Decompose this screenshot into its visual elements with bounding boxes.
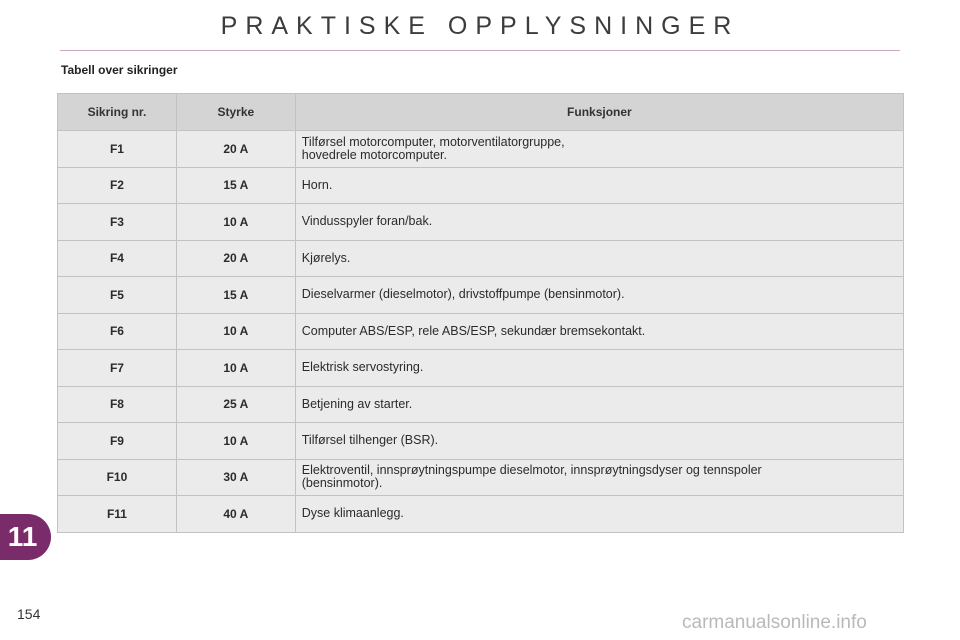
- fuse-number-cell: F8: [58, 386, 177, 423]
- fuse-rating-cell: 10 A: [176, 313, 295, 350]
- fuse-function-cell: Dieselvarmer (dieselmotor), drivstoffpumpe (bensinmotor).: [295, 277, 903, 314]
- table-row: [58, 313, 904, 350]
- table-row: [58, 386, 904, 423]
- fuse-rating-cell: 15 A: [176, 167, 295, 204]
- fuse-rating-cell: 10 A: [176, 204, 295, 241]
- fuse-rating-cell: 25 A: [176, 386, 295, 423]
- fuse-number-cell: F1: [58, 131, 177, 168]
- table-row: [58, 240, 904, 277]
- fuse-number-cell: F9: [58, 423, 177, 460]
- table-row: [58, 496, 904, 533]
- chapter-tab[interactable]: [0, 514, 51, 560]
- fuse-function-cell: Vindusspyler foran/bak.: [295, 204, 903, 241]
- fuse-rating-cell: 10 A: [176, 423, 295, 460]
- column-header-fuse-number: Sikring nr.: [58, 94, 177, 131]
- fuse-function-cell: Elektrisk servostyring.: [295, 350, 903, 387]
- fuse-number-cell: F2: [58, 167, 177, 204]
- fuse-function-cell: Dyse klimaanlegg.: [295, 496, 903, 533]
- table-row: [58, 350, 904, 387]
- fuse-rating-cell: 40 A: [176, 496, 295, 533]
- fuse-table: [57, 93, 904, 533]
- fuse-rating-cell: 15 A: [176, 277, 295, 314]
- table-row: [58, 423, 904, 460]
- fuse-number-cell: F3: [58, 204, 177, 241]
- fuse-function-cell: Horn.: [295, 167, 903, 204]
- table-row: [58, 167, 904, 204]
- page-number: 154: [17, 606, 41, 622]
- fuse-rating-cell: 10 A: [176, 350, 295, 387]
- fuse-number-cell: F4: [58, 240, 177, 277]
- table-row: [58, 277, 904, 314]
- fuse-number-cell: F10: [58, 459, 177, 496]
- fuse-rating-cell: 20 A: [176, 240, 295, 277]
- fuse-function-cell: Tilførsel motorcomputer, motorventilatorgruppe, hovedrele motorcomputer.: [295, 131, 903, 168]
- table-header-row: [58, 94, 904, 131]
- watermark: carmanualsonline.info: [682, 612, 867, 633]
- chapter-number: 11: [7, 521, 38, 552]
- section-title: Tabell over sikringer: [61, 63, 178, 77]
- fuse-number-cell: F7: [58, 350, 177, 387]
- fuse-number-cell: F11: [58, 496, 177, 533]
- header-divider: [60, 50, 900, 51]
- fuse-rating-cell: 20 A: [176, 131, 295, 168]
- column-header-functions: Funksjoner: [295, 94, 903, 131]
- fuse-function-cell: Tilførsel tilhenger (BSR).: [295, 423, 903, 460]
- page-title: PRAKTISKE OPPLYSNINGER: [220, 12, 740, 40]
- column-header-rating: Styrke: [176, 94, 295, 131]
- fuse-function-cell: Elektroventil, innsprøytningspumpe dieselmotor, innsprøytningsdyser og tennspoler (bensinmotor).: [295, 459, 903, 496]
- table-row: [58, 204, 904, 241]
- fuse-rating-cell: 30 A: [176, 459, 295, 496]
- fuse-function-cell: Kjørelys.: [295, 240, 903, 277]
- fuse-number-cell: F5: [58, 277, 177, 314]
- fuse-function-cell: Computer ABS/ESP, rele ABS/ESP, sekundær bremsekontakt.: [295, 313, 903, 350]
- fuse-function-cell: Betjening av starter.: [295, 386, 903, 423]
- table-row: [58, 131, 904, 168]
- fuse-number-cell: F6: [58, 313, 177, 350]
- table-row: [58, 459, 904, 496]
